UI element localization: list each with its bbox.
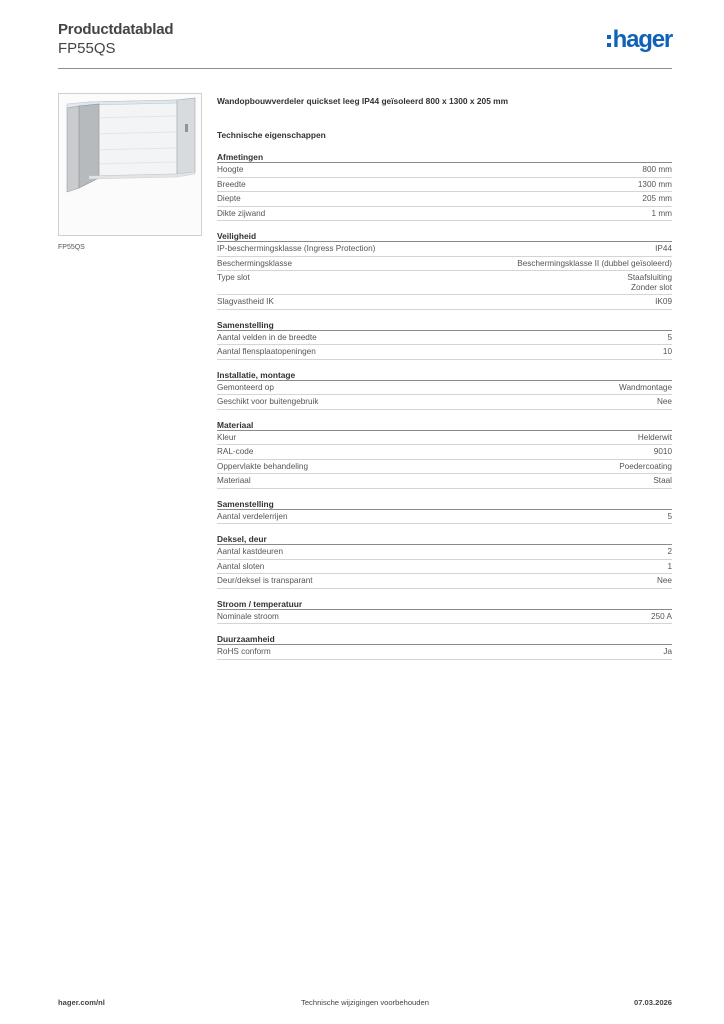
product-image: [58, 93, 202, 236]
spec-value: 250 A: [651, 611, 672, 621]
spec-row: [217, 331, 672, 346]
spec-value: 5: [667, 511, 672, 521]
spec-row: [217, 545, 672, 560]
spec-row: [217, 574, 672, 589]
spec-value: 800 mm: [642, 165, 672, 174]
spec-label: Slagvastheid IK: [217, 297, 274, 306]
group-deksel-deur: [217, 533, 672, 589]
spec-row: [217, 207, 672, 222]
group-title: Samenstelling: [217, 498, 672, 510]
group-title: Materiaal: [217, 419, 672, 431]
spec-value: Helderwit: [637, 432, 672, 442]
spec-row: [217, 645, 672, 660]
spec-row: [217, 510, 672, 525]
spec-label: Aantal flensplaatopeningen: [217, 347, 316, 356]
spec-row: [217, 460, 672, 475]
spec-value: IP44: [655, 244, 672, 253]
spec-row: [217, 163, 672, 178]
spec-value: Poedercoating: [619, 461, 672, 471]
spec-label: Kleur: [217, 432, 237, 442]
spec-value: Nee: [656, 397, 672, 406]
group-duurzaamheid: [217, 633, 672, 660]
spec-row: [217, 610, 672, 625]
footer-website-link[interactable]: hager.com/nl: [58, 998, 105, 1007]
group-materiaal: [217, 419, 672, 489]
spec-row: [217, 381, 672, 396]
spec-row: [217, 271, 672, 295]
group-stroom: [217, 598, 672, 625]
group-title: Veiligheid: [217, 230, 672, 242]
group-samenstelling-2: [217, 498, 672, 525]
document-title: Productdatablad: [58, 21, 174, 38]
spec-row: [217, 257, 672, 272]
logo-text: hager: [612, 26, 672, 53]
group-title: Stroom / temperatuur: [217, 598, 672, 610]
page-footer: [58, 998, 672, 1010]
footer-notice: Technische wijzigingen voorbehouden: [301, 998, 429, 1007]
spec-value: Wandmontage: [619, 382, 672, 392]
spec-row: [217, 345, 672, 360]
spec-label: Materiaal: [217, 476, 251, 485]
spec-value: 1 mm: [651, 208, 672, 218]
spec-value: 1300 mm: [637, 179, 672, 189]
spec-value: Staal: [653, 476, 672, 485]
spec-value: 205 mm: [642, 194, 672, 203]
group-afmetingen: [217, 151, 672, 221]
spec-label: Gemonteerd op: [217, 382, 274, 392]
product-code: FP55QS: [58, 40, 116, 57]
spec-value: IK09: [655, 297, 672, 306]
spec-row: [217, 395, 672, 410]
spec-label: Aantal verdelerrijen: [217, 511, 288, 521]
header-divider: [58, 68, 672, 69]
image-caption: FP55QS: [58, 244, 85, 251]
spec-value: Beschermingsklasse II (dubbel geïsoleerd): [517, 258, 672, 268]
enclosure-illustration-icon: [59, 94, 201, 235]
product-description: Wandopbouwverdeler quickset leeg IP44 geïsoleerd 800 x 1300 x 205 mm: [217, 96, 509, 106]
spec-label: IP-beschermingsklasse (Ingress Protection): [217, 244, 376, 253]
group-title: Installatie, montage: [217, 369, 672, 381]
spec-label: Oppervlakte behandeling: [217, 461, 309, 471]
spec-row: [217, 445, 672, 460]
spec-label: Hoogte: [217, 165, 244, 174]
spec-label: Diepte: [217, 194, 241, 203]
product-content: [217, 96, 672, 660]
group-samenstelling: [217, 319, 672, 360]
spec-value: Ja: [663, 647, 672, 656]
spec-label: Breedte: [217, 179, 246, 189]
spec-value: [627, 273, 672, 292]
spec-row: [217, 192, 672, 207]
spec-label: Aantal velden in de breedte: [217, 332, 317, 342]
spec-row: [217, 295, 672, 310]
spec-label: Dikte zijwand: [217, 208, 266, 218]
group-title: Samenstelling: [217, 319, 672, 331]
footer-date: 07.03.2026: [633, 998, 672, 1007]
spec-value: 1: [667, 561, 672, 571]
spec-value: 10: [662, 347, 672, 356]
page-header: [58, 20, 672, 70]
spec-row: [217, 178, 672, 193]
spec-value: 5: [667, 332, 672, 342]
spec-label: Beschermingsklasse: [217, 258, 293, 268]
spec-label: RAL-code: [217, 447, 254, 456]
spec-row: [217, 474, 672, 489]
group-veiligheid: [217, 230, 672, 310]
hager-logo: [607, 28, 672, 54]
spec-label: Geschikt voor buitengebruik: [217, 397, 319, 406]
group-installatie: [217, 369, 672, 410]
spec-label: Deur/deksel is transparant: [217, 576, 313, 585]
logo-dots-icon: [607, 35, 611, 47]
spec-label: Aantal sloten: [217, 561, 265, 571]
technical-properties-heading: Technische eigenschappen: [217, 130, 326, 140]
spec-label: RoHS conform: [217, 647, 271, 656]
spec-label: Type slot: [217, 273, 250, 282]
spec-row: [217, 242, 672, 257]
spec-label: Nominale stroom: [217, 611, 279, 621]
spec-value-line: Zonder slot: [631, 282, 672, 292]
group-title: Duurzaamheid: [217, 633, 672, 645]
spec-value: 2: [667, 547, 672, 556]
spec-value: Nee: [656, 576, 672, 585]
spec-row: [217, 431, 672, 446]
group-title: Deksel, deur: [217, 533, 672, 545]
spec-value-line: Staafsluiting: [627, 273, 672, 282]
spec-label: Aantal kastdeuren: [217, 547, 283, 556]
spec-value: 9010: [653, 447, 672, 456]
group-title: Afmetingen: [217, 151, 672, 163]
spec-row: [217, 560, 672, 575]
